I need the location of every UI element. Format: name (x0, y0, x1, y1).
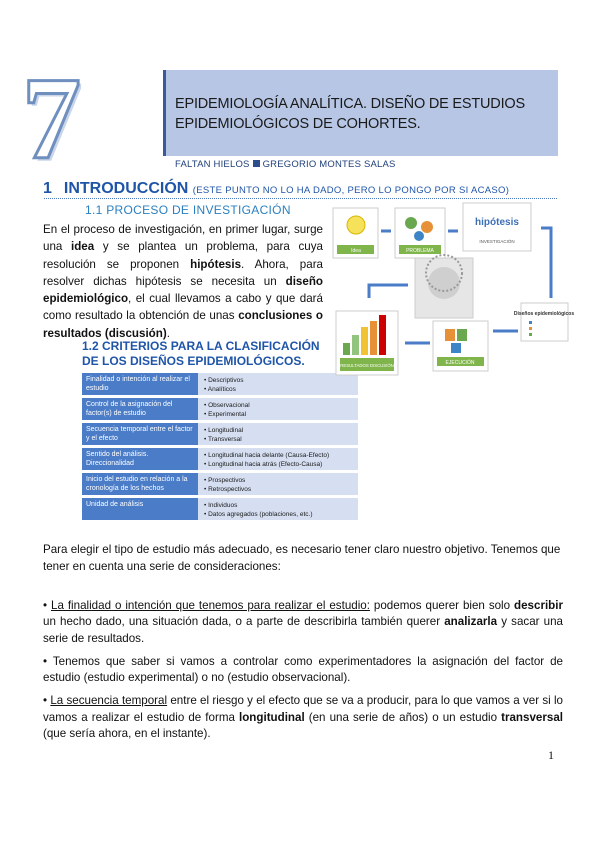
lightbulb-icon (347, 216, 365, 234)
dotted-divider (44, 198, 557, 199)
considerations-list (43, 598, 563, 749)
criteria-row (82, 498, 358, 520)
subsection-heading-1-2: 1.2 CRITERIOS PARA LA CLASIFICACIÓN DE LOS DISEÑOS EPIDEMIOLÓGICOS. (82, 339, 320, 368)
criteria-label: Unidad de análisis (82, 498, 198, 520)
criteria-values: • Individuos • Datos agregados (poblaciones, etc.) (204, 501, 313, 519)
idea-label: Idea (351, 248, 361, 254)
bullet-icon (529, 327, 532, 330)
bar-icon (370, 321, 377, 355)
hypothesis-label: hipótesis (475, 217, 519, 228)
criteria-label: Sentido del análisis. Direccionalidad (82, 448, 198, 470)
intro-paragraph-2: Para elegir el tipo de estudio más adecuado, es necesario tener claro nuestro objetivo. Tenemos que tener en cuenta una serie de consideraciones: (43, 543, 561, 573)
title-box (163, 70, 558, 156)
bar-icon (379, 315, 386, 355)
puzzle-icon (451, 343, 461, 353)
criteria-values: • Longitudinal hacia delante (Causa-Efecto) • Longitudinal hacia atrás (Efecto-Causa) (204, 451, 329, 469)
criteria-row (82, 423, 358, 445)
separator-square-icon (253, 160, 260, 167)
puzzle-icon (457, 329, 467, 341)
designs-card (521, 303, 568, 341)
section-heading (43, 180, 509, 198)
research-process-diagram (333, 203, 575, 378)
authors (175, 159, 396, 170)
criteria-label: Finalidad o intención al realizar el estudio (82, 373, 198, 395)
bullet-icon (529, 321, 532, 324)
criteria-values: • Longitudinal • Transversal (204, 426, 243, 444)
gear-icon (421, 221, 433, 233)
criteria-row (82, 473, 358, 495)
criteria-label: Secuencia temporal entre el factor y el efecto (82, 423, 198, 445)
title-accent-bar (163, 70, 166, 156)
list-item: • La secuencia temporal entre el riesgo y el efecto que se va a producir, para lo que vamos a ver si lo vamos a realizar el estudio de forma longitudinal (en una serie de años) o un estudio transversal (que sería ahora, en el instante). (43, 694, 563, 741)
criteria-label: Control de la asignación del factor(s) de estudio (82, 398, 198, 420)
author-2: GREGORIO MONTES SALAS (262, 159, 396, 170)
designs-label: Diseños epidemiológicos (513, 311, 575, 317)
bar-icon (352, 335, 359, 355)
criteria-row (82, 448, 358, 470)
section-number: 1 (43, 180, 52, 197)
arrow-icon (541, 228, 551, 298)
criteria-values: • Observacional • Experimental (204, 401, 250, 419)
list-item: • La finalidad o intención que tenemos para realizar el estudio: podemos querer bien solo describir un hecho dado, una situación dada, o a parte de describirla también querer analizarla y sacar una serie de resultados. (43, 599, 564, 645)
problem-label: PROBLEMA (406, 248, 434, 254)
section-title: INTRODUCCIÓN (63, 180, 189, 197)
author-1: FALTAN HIELOS (175, 159, 250, 170)
execution-label: EJECUCIÓN (445, 360, 475, 366)
arrow-icon (369, 285, 408, 298)
chapter-title: EPIDEMIOLOGÍA ANALÍTICA. DISEÑO DE ESTUDIOS EPIDEMIOLÓGICOS DE COHORTES. (175, 96, 525, 132)
intro-paragraph: En el proceso de investigación, en primer lugar, surge una idea y se plantea un problema, para cuya resolución se proponen hipótesis. Ahora, para resolver dichas hipótesis se necesita un diseño epidemiológico, el cual llevamos a cabo y que dará como resultado la obtención de unas conclusiones o resultados (discusión). (43, 223, 323, 340)
puzzle-icon (445, 329, 455, 341)
criteria-row (82, 373, 358, 395)
section-note: (ESTE PUNTO NO LO HA DADO, PERO LO PONGO POR SI ACASO) (192, 185, 510, 196)
process-flow-graphic (333, 203, 575, 378)
criteria-label: Inicio del estudio en relación a la cronología de los hechos (82, 473, 198, 495)
page-number: 1 (548, 748, 554, 762)
criteria-table (82, 373, 358, 523)
list-item: • Tenemos que saber si vamos a controlar como experimentadores la asignación del factor de estudio (estudio experimental) o no (estudio observacional). (43, 654, 564, 685)
subsection-heading-1-1: 1.1 PROCESO DE INVESTIGACIÓN (85, 203, 291, 217)
criteria-values: • Prospectivos • Retrospectivos (204, 476, 251, 494)
bar-icon (343, 343, 350, 355)
face-icon (428, 267, 460, 299)
criteria-row (82, 398, 358, 420)
research-label: INVESTIGACIÓN (479, 239, 515, 244)
chapter-number: 7 (22, 53, 81, 184)
gear-icon (414, 231, 424, 241)
gear-icon (405, 217, 417, 229)
criteria-values: • Descriptivos • Analíticos (204, 376, 244, 394)
bar-icon (361, 327, 368, 355)
results-label: RESULTADOS DISCUSIÓN (340, 363, 394, 368)
bullet-icon (529, 333, 532, 336)
